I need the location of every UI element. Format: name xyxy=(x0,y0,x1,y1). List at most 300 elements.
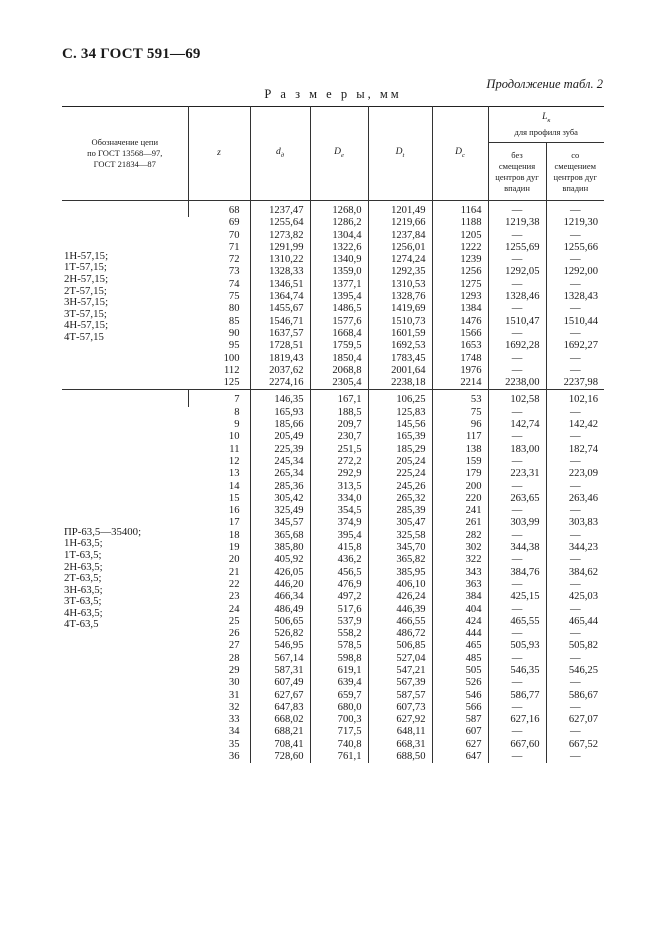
lk-no-shift-cell: 303,99 xyxy=(488,517,546,529)
de-cell: 619,1 xyxy=(310,665,368,677)
lk-with-shift-cell: 182,74 xyxy=(546,444,604,456)
lk-caption: для профиля зуба xyxy=(514,127,578,138)
z-cell: 95 xyxy=(228,340,240,352)
dt-cell: 185,29 xyxy=(368,444,432,456)
z-cell: 20 xyxy=(228,554,240,566)
de-cell: 272,2 xyxy=(310,456,368,468)
lk-no-shift-cell: 263,65 xyxy=(488,493,546,505)
dd-cell: 305,42 xyxy=(250,493,310,505)
table-row xyxy=(62,201,604,218)
lk-with-shift-cell: — xyxy=(546,365,604,377)
dc-header xyxy=(432,107,488,201)
no-shift-line: центров дуг xyxy=(495,171,539,182)
de-cell: 598,8 xyxy=(310,653,368,665)
lk-no-shift-cell: 1219,38 xyxy=(488,217,546,229)
z-cell: 70 xyxy=(228,229,240,241)
dd-cell: 526,82 xyxy=(250,628,310,640)
lk-no-shift-cell: 183,00 xyxy=(488,444,546,456)
dd-cell: 245,34 xyxy=(250,456,310,468)
dt-cell: 1783,45 xyxy=(368,353,432,365)
dc-cell: 1275 xyxy=(432,279,488,291)
dc-cell: 526 xyxy=(432,677,488,689)
lk-with-shift-cell: 344,23 xyxy=(546,542,604,554)
de-cell: 717,5 xyxy=(310,726,368,738)
de-cell: 354,5 xyxy=(310,505,368,517)
lk-no-shift-cell: — xyxy=(488,653,546,665)
chain-designation-cell xyxy=(62,390,188,763)
dt-cell: 305,47 xyxy=(368,517,432,529)
z-cell: 14 xyxy=(228,480,240,492)
dt-cell: 446,39 xyxy=(368,604,432,616)
z-cell: 11 xyxy=(229,443,240,455)
lk-no-shift-cell: — xyxy=(488,303,546,315)
dd-cell: 225,39 xyxy=(250,444,310,456)
dc-cell: 1222 xyxy=(432,242,488,254)
chain-designation: 4Т-57,15 xyxy=(64,331,104,343)
dd-cell: 205,49 xyxy=(250,431,310,443)
dt-cell: 125,83 xyxy=(368,407,432,419)
de-cell: 1850,4 xyxy=(310,353,368,365)
chain-designation: 4Т-63,5 xyxy=(64,618,99,631)
with-shift-header xyxy=(546,143,604,201)
dt-cell: 1692,53 xyxy=(368,340,432,352)
dt-cell: 547,21 xyxy=(368,665,432,677)
lk-no-shift-cell: 1255,69 xyxy=(488,242,546,254)
lk-no-shift-cell: — xyxy=(488,530,546,542)
lk-no-shift-cell: — xyxy=(488,677,546,689)
lk-no-shift-cell: 505,93 xyxy=(488,640,546,652)
dt-cell: 486,72 xyxy=(368,628,432,640)
chain-designation: 1Т-57,15; xyxy=(64,261,107,274)
dc-cell: 1205 xyxy=(432,230,488,242)
chain-designation-list xyxy=(64,251,185,344)
chain-designation: 1Т-63,5; xyxy=(64,548,102,561)
z-cell: 24 xyxy=(228,603,240,615)
designation-header-line: по ГОСТ 13568—97, xyxy=(87,148,163,158)
lk-with-shift-cell: 2237,98 xyxy=(546,377,604,390)
chain-designation: ПР-63,5—35400; xyxy=(64,525,142,538)
z-cell: 17 xyxy=(228,517,240,529)
de-cell: 680,0 xyxy=(310,702,368,714)
lk-with-shift-cell: 223,09 xyxy=(546,468,604,480)
dd-cell: 708,41 xyxy=(250,739,310,751)
z-cell: 71 xyxy=(228,241,240,253)
dc-cell: 465 xyxy=(432,640,488,652)
dt-cell: 1419,69 xyxy=(368,303,432,315)
z-cell: 74 xyxy=(228,278,240,290)
dt-cell: 466,55 xyxy=(368,616,432,628)
lk-no-shift-cell: 2238,00 xyxy=(488,377,546,390)
dc-symbol: D xyxy=(455,146,462,157)
lk-no-shift-cell: 465,55 xyxy=(488,616,546,628)
chain-designation: 2Т-63,5; xyxy=(64,572,102,585)
z-cell: 18 xyxy=(228,529,240,541)
dt-cell: 506,85 xyxy=(368,640,432,652)
de-cell: 1759,5 xyxy=(310,340,368,352)
dd-cell: 1255,64 xyxy=(250,217,310,229)
dt-cell: 1256,01 xyxy=(368,242,432,254)
de-cell: 1340,9 xyxy=(310,254,368,266)
dt-cell: 145,56 xyxy=(368,419,432,431)
de-cell: 476,9 xyxy=(310,579,368,591)
de-cell: 1268,0 xyxy=(310,201,368,218)
lk-no-shift-cell: 546,35 xyxy=(488,665,546,677)
dd-cell: 607,49 xyxy=(250,677,310,689)
z-cell: 26 xyxy=(228,628,240,640)
de-cell: 436,2 xyxy=(310,554,368,566)
dc-cell: 607 xyxy=(432,726,488,738)
de-cell: 1286,2 xyxy=(310,217,368,229)
dd-cell: 1291,99 xyxy=(250,242,310,254)
de-cell: 659,7 xyxy=(310,690,368,702)
lk-no-shift-cell: 223,31 xyxy=(488,468,546,480)
dc-cell: 1566 xyxy=(432,328,488,340)
lk-no-shift-cell: 586,77 xyxy=(488,690,546,702)
table-row xyxy=(62,390,604,407)
lk-with-shift-cell: 425,03 xyxy=(546,591,604,603)
dt-cell: 627,92 xyxy=(368,714,432,726)
dd-cell: 146,35 xyxy=(250,390,310,407)
lk-no-shift-cell: 142,74 xyxy=(488,419,546,431)
lk-no-shift-cell: — xyxy=(488,505,546,517)
lk-with-shift-cell: 586,67 xyxy=(546,690,604,702)
dc-cell: 363 xyxy=(432,579,488,591)
dd-cell: 165,93 xyxy=(250,407,310,419)
de-cell: 251,5 xyxy=(310,444,368,456)
dt-cell: 345,70 xyxy=(368,542,432,554)
chain-designation: 2Н-57,15; xyxy=(64,273,109,286)
z-symbol: z xyxy=(217,148,221,158)
dd-cell: 647,83 xyxy=(250,702,310,714)
de-cell: 334,0 xyxy=(310,493,368,505)
z-cell: 34 xyxy=(228,726,240,738)
table-continuation-note: Продолжение табл. 2 xyxy=(486,77,603,91)
chain-designation-list xyxy=(64,527,185,631)
de-cell: 167,1 xyxy=(310,390,368,407)
dd-cell: 1728,51 xyxy=(250,340,310,352)
dt-cell: 1310,53 xyxy=(368,279,432,291)
z-cell: 125 xyxy=(223,377,240,389)
z-cell: 12 xyxy=(228,455,240,467)
z-cell: 25 xyxy=(228,615,240,627)
lk-header xyxy=(488,107,604,143)
dc-cell: 404 xyxy=(432,604,488,616)
dt-cell: 385,95 xyxy=(368,567,432,579)
z-cell: 80 xyxy=(228,303,240,315)
de-cell: 639,4 xyxy=(310,677,368,689)
de-cell: 1377,1 xyxy=(310,279,368,291)
de-cell: 1359,0 xyxy=(310,266,368,278)
dc-cell: 587 xyxy=(432,714,488,726)
dt-symbol: D xyxy=(395,146,403,157)
lk-with-shift-cell: — xyxy=(546,530,604,542)
lk-no-shift-cell: 1292,05 xyxy=(488,266,546,278)
z-cell: 73 xyxy=(228,266,240,278)
chain-designation: 2Т-57,15; xyxy=(64,284,107,297)
dd-cell: 2274,16 xyxy=(250,377,310,390)
dc-cell: 1748 xyxy=(432,353,488,365)
dt-cell: 1219,66 xyxy=(368,217,432,229)
lk-no-shift-cell: — xyxy=(488,201,546,218)
z-cell: 16 xyxy=(228,505,240,517)
dc-cell: 485 xyxy=(432,653,488,665)
z-cell: 10 xyxy=(228,431,240,443)
dc-cell: 343 xyxy=(432,567,488,579)
dt-cell: 607,73 xyxy=(368,702,432,714)
lk-no-shift-cell: 627,16 xyxy=(488,714,546,726)
dt-cell: 2238,18 xyxy=(368,377,432,390)
lk-no-shift-cell: — xyxy=(488,702,546,714)
z-cell: 32 xyxy=(228,701,240,713)
lk-with-shift-cell: — xyxy=(546,579,604,591)
de-cell: 1486,5 xyxy=(310,303,368,315)
dd-cell: 1273,82 xyxy=(250,230,310,242)
z-cell: 8 xyxy=(234,406,240,418)
chain-group-63-5 xyxy=(62,390,604,763)
z-cell: 112 xyxy=(224,364,240,376)
dc-cell: 1164 xyxy=(432,201,488,218)
dd-cell: 1546,71 xyxy=(250,316,310,328)
z-cell: 15 xyxy=(228,492,240,504)
lk-with-shift-cell: — xyxy=(546,628,604,640)
de-cell: 230,7 xyxy=(310,431,368,443)
chain-designation: 3Т-57,15; xyxy=(64,307,107,320)
lk-with-shift-cell: — xyxy=(546,407,604,419)
lk-with-shift-cell: 102,16 xyxy=(546,390,604,407)
dd-cell: 2037,62 xyxy=(250,365,310,377)
z-cell: 23 xyxy=(228,591,240,603)
de-cell: 517,6 xyxy=(310,604,368,616)
de-cell: 395,4 xyxy=(310,530,368,542)
lk-with-shift-cell: — xyxy=(546,353,604,365)
dc-cell: 241 xyxy=(432,505,488,517)
lk-with-shift-cell: — xyxy=(546,554,604,566)
dd-cell: 345,57 xyxy=(250,517,310,529)
dc-cell: 566 xyxy=(432,702,488,714)
z-cell: 100 xyxy=(223,352,240,364)
lk-with-shift-cell: 1292,00 xyxy=(546,266,604,278)
chain-designation: 3Н-63,5; xyxy=(64,583,103,596)
de-cell: 1322,6 xyxy=(310,242,368,254)
lk-with-shift-cell: 1219,30 xyxy=(546,217,604,229)
lk-with-shift-cell: — xyxy=(546,279,604,291)
dd-cell: 185,66 xyxy=(250,419,310,431)
dd-cell: 728,60 xyxy=(250,751,310,763)
dt-cell: 1237,84 xyxy=(368,230,432,242)
dc-cell: 117 xyxy=(432,431,488,443)
dd-cell: 627,67 xyxy=(250,690,310,702)
dd-cell: 1364,74 xyxy=(250,291,310,303)
dc-cell: 2214 xyxy=(432,377,488,390)
dc-cell: 220 xyxy=(432,493,488,505)
lk-symbol-line xyxy=(491,111,603,127)
dc-cell: 138 xyxy=(432,444,488,456)
lk-with-shift-cell: — xyxy=(546,677,604,689)
lk-no-shift-cell: — xyxy=(488,481,546,493)
lk-with-shift-cell: — xyxy=(546,653,604,665)
lk-no-shift-cell: 1692,28 xyxy=(488,340,546,352)
dd-cell: 1637,57 xyxy=(250,328,310,340)
lk-no-shift-cell: — xyxy=(488,604,546,616)
dc-cell: 546 xyxy=(432,690,488,702)
chain-group-57-15 xyxy=(62,201,604,390)
z-cell: 22 xyxy=(228,578,240,590)
dd-cell: 285,36 xyxy=(250,481,310,493)
lk-no-shift-cell: — xyxy=(488,254,546,266)
dd-cell: 365,68 xyxy=(250,530,310,542)
dt-cell: 648,11 xyxy=(368,726,432,738)
lk-with-shift-cell: 546,25 xyxy=(546,665,604,677)
de-cell: 2068,8 xyxy=(310,365,368,377)
lk-with-shift-cell: — xyxy=(546,201,604,218)
z-cell: 85 xyxy=(228,315,240,327)
z-header xyxy=(188,107,250,201)
lk-with-shift-cell: 667,52 xyxy=(546,739,604,751)
lk-with-shift-cell: — xyxy=(546,456,604,468)
de-cell: 313,5 xyxy=(310,481,368,493)
dt-cell: 285,39 xyxy=(368,505,432,517)
no-shift-line: без xyxy=(511,149,523,160)
dd-cell: 405,92 xyxy=(250,554,310,566)
dt-cell: 165,39 xyxy=(368,431,432,443)
dc-cell: 53 xyxy=(432,390,488,407)
lk-with-shift-cell: — xyxy=(546,303,604,315)
lk-no-shift-cell: — xyxy=(488,230,546,242)
dc-cell: 282 xyxy=(432,530,488,542)
lk-with-shift-cell: 303,83 xyxy=(546,517,604,529)
chain-designation: 4Н-57,15; xyxy=(64,319,109,332)
dd-cell: 688,21 xyxy=(250,726,310,738)
z-cell: 69 xyxy=(228,217,240,229)
dd-header xyxy=(250,107,310,201)
dd-cell: 385,80 xyxy=(250,542,310,554)
chain-designation: 1Н-63,5; xyxy=(64,537,103,550)
dc-cell: 322 xyxy=(432,554,488,566)
dd-cell: 668,02 xyxy=(250,714,310,726)
dt-cell: 688,50 xyxy=(368,751,432,763)
z-cell: 29 xyxy=(228,664,240,676)
no-shift-line: впадин xyxy=(504,182,530,193)
dc-cell: 424 xyxy=(432,616,488,628)
lk-no-shift-cell: — xyxy=(488,407,546,419)
dd-cell: 426,05 xyxy=(250,567,310,579)
lk-with-shift-cell: 1692,27 xyxy=(546,340,604,352)
dt-cell: 527,04 xyxy=(368,653,432,665)
lk-with-shift-cell: — xyxy=(546,702,604,714)
lk-no-shift-cell: 667,60 xyxy=(488,739,546,751)
dc-cell: 1653 xyxy=(432,340,488,352)
dd-cell: 587,31 xyxy=(250,665,310,677)
lk-with-shift-cell: — xyxy=(546,230,604,242)
dc-cell: 179 xyxy=(432,468,488,480)
lk-no-shift-cell: — xyxy=(488,365,546,377)
dt-subscript: t xyxy=(402,151,405,159)
lk-no-shift-cell: — xyxy=(488,279,546,291)
z-cell: 90 xyxy=(228,327,240,339)
sprocket-dimensions-table xyxy=(62,106,604,763)
dc-cell: 505 xyxy=(432,665,488,677)
dt-cell: 406,10 xyxy=(368,579,432,591)
sizes-caption: Р а з м е р ы, мм xyxy=(264,87,402,101)
de-cell: 415,8 xyxy=(310,542,368,554)
lk-no-shift-cell: — xyxy=(488,579,546,591)
dt-cell: 1510,73 xyxy=(368,316,432,328)
no-shift-header xyxy=(488,143,546,201)
dd-cell: 486,49 xyxy=(250,604,310,616)
dc-cell: 1384 xyxy=(432,303,488,315)
dt-cell: 426,24 xyxy=(368,591,432,603)
dt-cell: 225,24 xyxy=(368,468,432,480)
dt-cell: 2001,64 xyxy=(368,365,432,377)
designation-header-line: Обозначение цепи xyxy=(91,137,158,147)
dt-cell: 1328,76 xyxy=(368,291,432,303)
dc-cell: 1976 xyxy=(432,365,488,377)
de-cell: 456,5 xyxy=(310,567,368,579)
dc-subscript: c xyxy=(461,151,465,159)
lk-no-shift-cell: — xyxy=(488,628,546,640)
lk-no-shift-cell: — xyxy=(488,456,546,468)
with-shift-line: смещением xyxy=(554,160,596,171)
lk-with-shift-cell: — xyxy=(546,481,604,493)
chain-designation: 4Н-63,5; xyxy=(64,606,103,619)
dd-cell: 446,20 xyxy=(250,579,310,591)
lk-no-shift-cell: — xyxy=(488,726,546,738)
lk-no-shift-cell: 384,76 xyxy=(488,567,546,579)
dd-cell: 546,95 xyxy=(250,640,310,652)
dt-cell: 668,31 xyxy=(368,739,432,751)
lk-with-shift-cell: 1328,43 xyxy=(546,291,604,303)
z-cell: 75 xyxy=(228,291,240,303)
z-cell: 31 xyxy=(228,689,240,701)
dc-cell: 647 xyxy=(432,751,488,763)
de-cell: 1395,4 xyxy=(310,291,368,303)
dd-cell: 1328,33 xyxy=(250,266,310,278)
dc-cell: 1476 xyxy=(432,316,488,328)
z-cell: 30 xyxy=(228,677,240,689)
z-cell: 7 xyxy=(188,390,250,407)
dt-cell: 365,82 xyxy=(368,554,432,566)
de-cell: 292,9 xyxy=(310,468,368,480)
lk-no-shift-cell: 1510,47 xyxy=(488,316,546,328)
dc-cell: 627 xyxy=(432,739,488,751)
dt-cell: 1601,59 xyxy=(368,328,432,340)
dc-cell: 384 xyxy=(432,591,488,603)
page-header: С. 34 ГОСТ 591—69 xyxy=(62,46,201,62)
de-symbol: D xyxy=(334,146,341,157)
lk-with-shift-cell: — xyxy=(546,726,604,738)
de-subscript: e xyxy=(340,151,344,159)
lk-with-shift-cell: — xyxy=(546,431,604,443)
dc-cell: 1188 xyxy=(432,217,488,229)
z-cell: 36 xyxy=(228,751,240,763)
dc-cell: 75 xyxy=(432,407,488,419)
dd-cell: 265,34 xyxy=(250,468,310,480)
z-cell: 9 xyxy=(234,419,240,431)
z-cell: 13 xyxy=(228,468,240,480)
lk-with-shift-cell: 627,07 xyxy=(546,714,604,726)
de-cell: 497,2 xyxy=(310,591,368,603)
lk-with-shift-cell: 465,44 xyxy=(546,616,604,628)
dd-cell: 1237,47 xyxy=(250,201,310,218)
lk-with-shift-cell: — xyxy=(546,604,604,616)
dt-cell: 245,26 xyxy=(368,481,432,493)
de-cell: 188,5 xyxy=(310,407,368,419)
dc-cell: 1256 xyxy=(432,266,488,278)
de-cell: 1577,6 xyxy=(310,316,368,328)
lk-no-shift-cell: 344,38 xyxy=(488,542,546,554)
no-shift-line: смещения xyxy=(498,160,536,171)
lk-with-shift-cell: — xyxy=(546,505,604,517)
